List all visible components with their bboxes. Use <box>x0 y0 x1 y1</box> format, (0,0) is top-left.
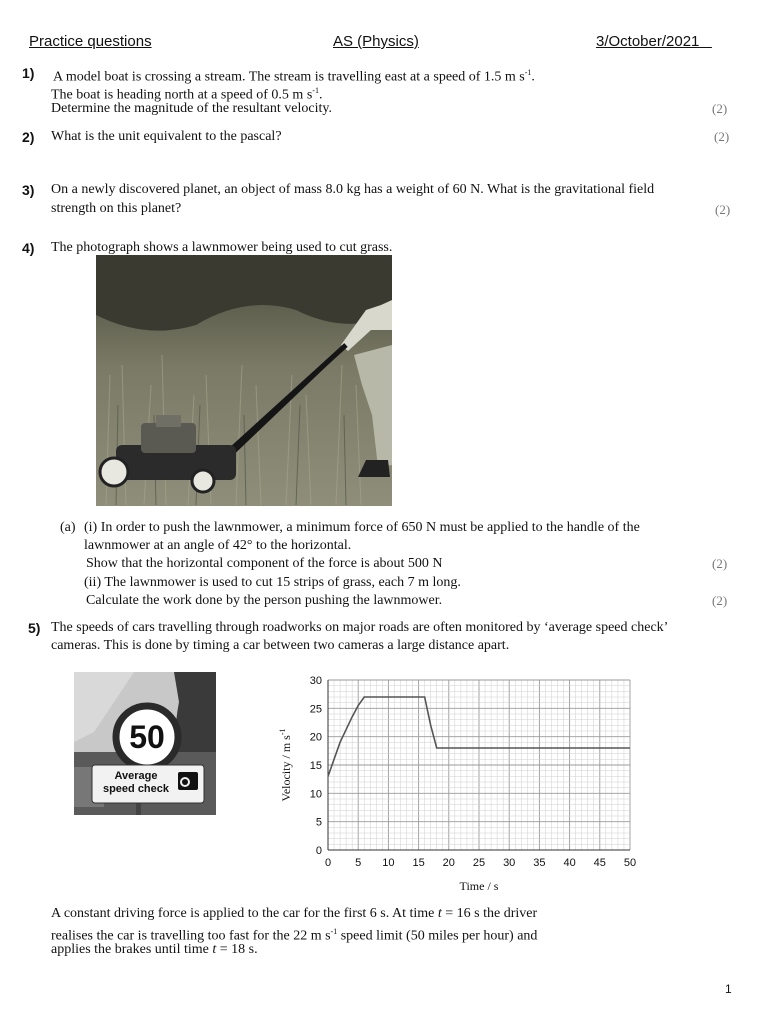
question-5-paragraph-line3: applies the brakes until time t = 18 s. <box>51 942 258 957</box>
question-5-line2: cameras. This is done by timing a car between two cameras a large distance apart. <box>51 638 510 653</box>
question-5-line1: The speeds of cars travelling through roadworks on major roads are often monitored by ‘average speed check’ <box>51 620 669 635</box>
x-axis-title: Time / s <box>459 879 499 893</box>
header-left: Practice questions <box>29 33 152 50</box>
velocity-time-chart <box>268 672 648 902</box>
question-5-number: 5) <box>28 620 41 636</box>
question-4a-ii-marks: (2) <box>712 593 728 608</box>
x-tick-label: 45 <box>593 857 606 869</box>
question-4a-i-line1: (i) In order to push the lawnmower, a minimum force of 650 N must be applied to the handle of the <box>84 520 640 535</box>
question-5-paragraph-line1: A constant driving force is applied to the car for the first 6 s. At time t = 16 s the driver <box>51 906 538 921</box>
question-4a-label: (a) <box>60 520 76 535</box>
lawnmower-photo-image <box>96 255 392 506</box>
question-4a-i-line3: Show that the horizontal component of the force is about 500 N <box>86 556 443 571</box>
y-axis-title: Velocity / m $s^{-1}$ <box>278 728 293 802</box>
x-tick-label: 30 <box>503 857 516 869</box>
question-1-line2: The boat is heading north at a speed of 0.5 m $s^{-1}$. <box>51 86 323 103</box>
y-tick-label: 5 <box>315 816 322 829</box>
x-tick-label: 25 <box>472 857 486 869</box>
question-2-number: 2) <box>22 129 35 145</box>
question-3-line2: strength on this planet? <box>51 201 182 216</box>
question-3-marks: (2) <box>715 202 731 217</box>
x-tick-label: 0 <box>324 857 332 869</box>
y-tick-label: 10 <box>309 788 322 801</box>
speed-check-sign-text: Average speed check <box>102 770 170 795</box>
x-tick-label: 10 <box>382 857 395 869</box>
x-tick-label: 15 <box>412 857 425 869</box>
question-1-number: 1) <box>22 65 35 81</box>
x-tick-label: 35 <box>533 857 546 869</box>
question-4-line1: The photograph shows a lawnmower being used to cut grass. <box>51 240 393 255</box>
question-1-line3: Determine the magnitude of the resultant velocity. <box>51 101 332 116</box>
question-4a-ii-line1: (ii) The lawnmower is used to cut 15 strips of grass, each 7 m long. <box>84 575 461 590</box>
question-4a-ii-line2: Calculate the work done by the person pushing the lawnmower. <box>86 593 443 608</box>
x-tick-label: 5 <box>355 857 362 869</box>
question-4a-i-line2: lawnmower at an angle of 42° to the horizontal. <box>84 538 352 553</box>
question-2-text: What is the unit equivalent to the pascal? <box>51 129 282 144</box>
question-4a-i-marks: (2) <box>712 556 728 571</box>
header-date: 3/October/2021 <box>596 33 700 50</box>
x-tick-label: 20 <box>442 857 455 869</box>
question-3-line1: On a newly discovered planet, an object of mass 8.0 kg has a weight of 60 N. What is the gravitational field <box>51 182 655 197</box>
question-1-marks: (2) <box>712 101 728 116</box>
header-center: AS (Physics) <box>333 33 419 50</box>
lawnmower-photo <box>96 255 392 506</box>
y-tick-label: 15 <box>309 760 322 772</box>
question-4-number: 4) <box>22 240 35 256</box>
question-3-number: 3) <box>22 182 35 198</box>
x-tick-label: 50 <box>623 857 637 869</box>
speed-sign-photo <box>74 672 216 815</box>
speed-limit-number: 50 <box>129 719 165 755</box>
page-number: 1 <box>725 982 732 996</box>
x-tick-label: 40 <box>563 857 576 869</box>
y-tick-label: 0 <box>315 845 322 857</box>
question-5-paragraph-line2: realises the car is travelling too fast for the 22 m $s^{-1}$ speed limit (50 miles per hour) and <box>51 927 538 944</box>
y-tick-label: 20 <box>309 731 322 744</box>
y-tick-label: 25 <box>309 703 322 716</box>
y-tick-label: 30 <box>309 675 322 687</box>
question-2-marks: (2) <box>714 129 730 144</box>
question-1-line1: A model boat is crossing a stream. The stream is travelling east at a speed of 1.5 m $s^{-1}$. <box>53 68 535 85</box>
